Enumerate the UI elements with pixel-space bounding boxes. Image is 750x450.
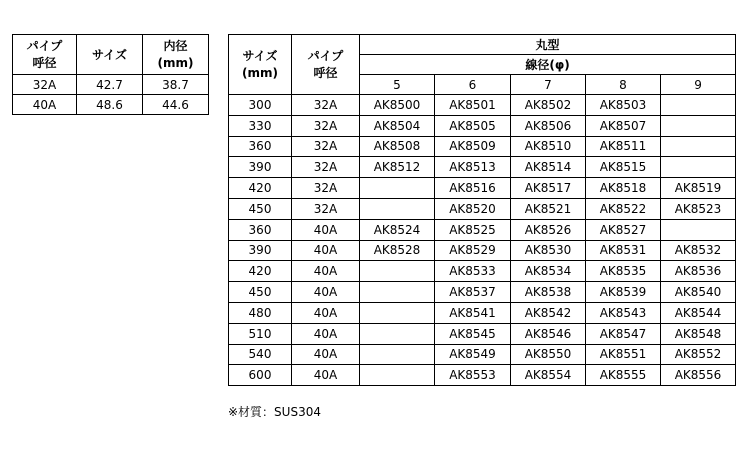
table-row xyxy=(229,261,736,282)
table-cell: AK8520 xyxy=(435,198,511,219)
spec-header-inner-line1: 内径 xyxy=(163,38,188,53)
table-cell: AK8526 xyxy=(511,219,586,240)
table-row xyxy=(229,240,736,261)
table-row xyxy=(229,344,736,365)
table-cell: AK8519 xyxy=(661,178,736,199)
table-cell: AK8544 xyxy=(661,302,736,323)
table-cell: 360 xyxy=(229,219,292,240)
table-row xyxy=(229,115,736,136)
table-cell: 420 xyxy=(229,178,292,199)
table-cell: AK8545 xyxy=(435,323,511,344)
table-row xyxy=(13,95,209,115)
table-cell xyxy=(360,344,435,365)
table-cell: 40A xyxy=(292,323,360,344)
table-cell: 40A xyxy=(292,302,360,323)
table-cell: 450 xyxy=(229,198,292,219)
wire-diameter-header: 8 xyxy=(586,75,661,95)
table-row xyxy=(229,365,736,386)
material-note: ※材質：SUS304 xyxy=(228,405,321,419)
table-cell: 32A xyxy=(292,95,360,116)
table-cell: AK8503 xyxy=(586,95,661,116)
table-cell: AK8521 xyxy=(511,198,586,219)
main-header-size-line1: サイズ xyxy=(242,48,278,63)
wire-diameter-header: 6 xyxy=(435,75,511,95)
table-cell: AK8543 xyxy=(586,302,661,323)
table-row xyxy=(229,95,736,116)
table-cell xyxy=(360,198,435,219)
table-cell: AK8522 xyxy=(586,198,661,219)
table-row xyxy=(229,302,736,323)
table-cell: AK8509 xyxy=(435,136,511,157)
main-header-wire-diameter: 線径(φ) xyxy=(360,55,736,75)
table-cell: AK8547 xyxy=(586,323,661,344)
table-cell: AK8540 xyxy=(661,282,736,303)
table-cell: 40A xyxy=(292,344,360,365)
table-cell: 40A xyxy=(292,282,360,303)
table-cell xyxy=(360,282,435,303)
table-cell: 32A xyxy=(292,198,360,219)
table-cell: AK8514 xyxy=(511,157,586,178)
table-cell: AK8505 xyxy=(435,115,511,136)
table-row xyxy=(13,75,209,95)
table-cell: 360 xyxy=(229,136,292,157)
table-cell: AK8530 xyxy=(511,240,586,261)
pipe-spec-table xyxy=(12,34,209,115)
table-cell: AK8504 xyxy=(360,115,435,136)
table-cell: 510 xyxy=(229,323,292,344)
table-cell: 540 xyxy=(229,344,292,365)
main-header-round-type: 丸型 xyxy=(360,35,736,55)
spec-header-size xyxy=(77,35,143,75)
table-cell: 300 xyxy=(229,95,292,116)
table-cell: 480 xyxy=(229,302,292,323)
table-cell: AK8532 xyxy=(661,240,736,261)
table-cell xyxy=(360,302,435,323)
table-cell: AK8539 xyxy=(586,282,661,303)
table-cell: AK8536 xyxy=(661,261,736,282)
table-cell: AK8552 xyxy=(661,344,736,365)
table-cell: AK8517 xyxy=(511,178,586,199)
table-row xyxy=(229,282,736,303)
table-cell: AK8555 xyxy=(586,365,661,386)
table-cell: 32A xyxy=(292,178,360,199)
table-cell: 44.6 xyxy=(143,95,209,115)
table-cell: AK8528 xyxy=(360,240,435,261)
table-cell: 38.7 xyxy=(143,75,209,95)
table-cell: AK8550 xyxy=(511,344,586,365)
table-cell xyxy=(661,219,736,240)
table-row xyxy=(229,136,736,157)
table-cell: AK8537 xyxy=(435,282,511,303)
table-cell: AK8501 xyxy=(435,95,511,116)
table-cell: AK8535 xyxy=(586,261,661,282)
table-row xyxy=(229,198,736,219)
table-cell: 330 xyxy=(229,115,292,136)
table-row xyxy=(229,323,736,344)
table-cell: AK8524 xyxy=(360,219,435,240)
spec-header-inner-diameter xyxy=(143,35,209,75)
wire-diameter-header: 7 xyxy=(511,75,586,95)
table-cell: 32A xyxy=(13,75,77,95)
main-table-body xyxy=(229,95,736,386)
table-cell xyxy=(360,178,435,199)
table-cell: AK8549 xyxy=(435,344,511,365)
table-cell: AK8500 xyxy=(360,95,435,116)
table-cell: 42.7 xyxy=(77,75,143,95)
main-header-size-line2: (mm) xyxy=(242,65,278,80)
spec-header-inner-line2: (mm) xyxy=(157,55,194,70)
product-code-table xyxy=(228,34,736,386)
table-cell: AK8527 xyxy=(586,219,661,240)
table-cell: AK8508 xyxy=(360,136,435,157)
table-cell: AK8541 xyxy=(435,302,511,323)
table-cell: AK8538 xyxy=(511,282,586,303)
spec-header-pipe-nominal xyxy=(13,35,77,75)
table-cell xyxy=(661,136,736,157)
table-cell: 40A xyxy=(292,240,360,261)
table-cell: AK8533 xyxy=(435,261,511,282)
table-cell: 420 xyxy=(229,261,292,282)
table-cell: 600 xyxy=(229,365,292,386)
wire-diameter-header: 5 xyxy=(360,75,435,95)
table-cell: AK8511 xyxy=(586,136,661,157)
table-cell: AK8502 xyxy=(511,95,586,116)
table-cell: 40A xyxy=(292,261,360,282)
table-cell: AK8556 xyxy=(661,365,736,386)
table-cell xyxy=(360,323,435,344)
spec-header-pipe-line2: 呼径 xyxy=(32,55,57,70)
main-header-pipe-line2: 呼径 xyxy=(313,65,338,80)
table-cell: AK8554 xyxy=(511,365,586,386)
main-header-pipe-nominal xyxy=(292,35,360,95)
table-cell: 40A xyxy=(13,95,77,115)
table-cell: 40A xyxy=(292,365,360,386)
table-cell xyxy=(661,95,736,116)
table-cell: 48.6 xyxy=(77,95,143,115)
table-cell: 32A xyxy=(292,115,360,136)
table-cell: AK8553 xyxy=(435,365,511,386)
table-cell xyxy=(661,157,736,178)
table-cell: AK8546 xyxy=(511,323,586,344)
table-cell: AK8529 xyxy=(435,240,511,261)
table-cell xyxy=(661,115,736,136)
table-cell: AK8516 xyxy=(435,178,511,199)
table-cell: 390 xyxy=(229,240,292,261)
table-row xyxy=(229,178,736,199)
table-cell: AK8518 xyxy=(586,178,661,199)
table-cell: AK8542 xyxy=(511,302,586,323)
table-cell: 40A xyxy=(292,219,360,240)
main-header-size xyxy=(229,35,292,95)
table-cell: AK8507 xyxy=(586,115,661,136)
table-cell: AK8551 xyxy=(586,344,661,365)
spec-header-row xyxy=(13,35,209,75)
table-row xyxy=(229,219,736,240)
table-cell: AK8525 xyxy=(435,219,511,240)
table-cell: AK8513 xyxy=(435,157,511,178)
table-cell: AK8510 xyxy=(511,136,586,157)
table-cell: 450 xyxy=(229,282,292,303)
spec-header-size-label: サイズ xyxy=(91,47,128,62)
table-cell: 32A xyxy=(292,136,360,157)
table-cell xyxy=(360,261,435,282)
wire-diameter-header: 9 xyxy=(661,75,736,95)
table-cell: AK8531 xyxy=(586,240,661,261)
main-header-pipe-line1: パイプ xyxy=(307,48,344,63)
table-cell: 32A xyxy=(292,157,360,178)
table-cell: AK8512 xyxy=(360,157,435,178)
spec-header-pipe-line1: パイプ xyxy=(26,38,63,53)
table-cell: 390 xyxy=(229,157,292,178)
main-header-row-1 xyxy=(229,35,736,55)
table-cell: AK8506 xyxy=(511,115,586,136)
table-cell: AK8534 xyxy=(511,261,586,282)
table-cell: AK8515 xyxy=(586,157,661,178)
table-cell: AK8548 xyxy=(661,323,736,344)
table-cell xyxy=(360,365,435,386)
table-row xyxy=(229,157,736,178)
table-cell: AK8523 xyxy=(661,198,736,219)
